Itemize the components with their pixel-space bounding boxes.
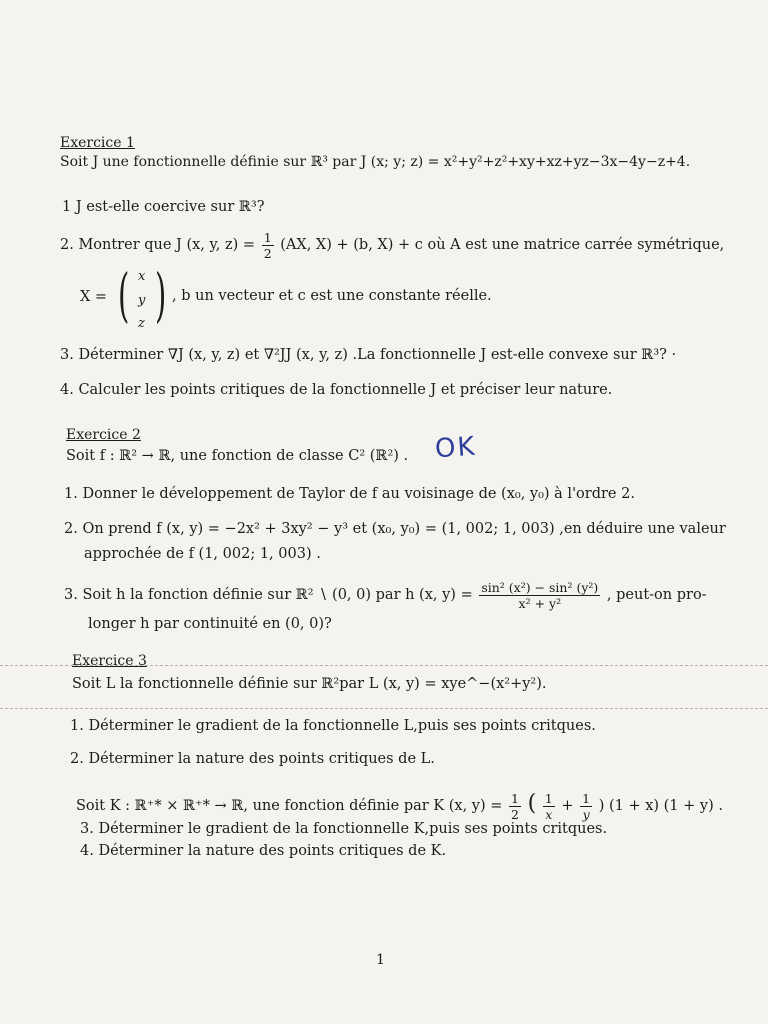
exercise-1-question-2-end: , b un vecteur et c est une constante réelle. (172, 288, 492, 304)
k-half-num: 1 (511, 790, 519, 806)
exercise-1-question-2 (60, 228, 724, 262)
scan-fold-line (0, 665, 768, 666)
vector-entry-x: x (138, 269, 146, 284)
exercise-2-question-3 (64, 574, 707, 616)
q2-fraction (262, 230, 274, 261)
exercise-1-question-4: 4. Calculer les points critiques de la fonctionnelle J et préciser leur nature. (60, 382, 613, 398)
k-f2-num: 1 (582, 790, 591, 806)
exercise-2-question-3-line-2: longer h par continuité en (0, 0)? (88, 616, 332, 632)
k-fraction-1-over-y (580, 791, 592, 822)
exercise-1-question-3: 3. Déterminer ∇J (x, y, z) et ∇²JJ (x, y, z) .La fonctionnelle J est-elle convexe sur ℝ³? · (60, 347, 677, 363)
exercise-3-intro: Soit L la fonctionnelle définie sur ℝ²par L (x, y) = xye^−(x²+y²). (72, 676, 547, 692)
q3-text-a: 3. Soit h la fonction définie sur ℝ² ∖ (0, 0) par h (x, y) = (64, 587, 473, 603)
exercise-2-question-2-line-1: 2. On prend f (x, y) = −2x² + 3xy² − y³ et (x₀, y₀) = (1, 002; 1, 003) ,en déduire une valeur (64, 521, 726, 537)
q2-text-b: (AX, X) + (b, X) + c où A est une matrice carrée symétrique, (280, 237, 725, 253)
exercise-3-question-1: 1. Déterminer le gradient de la fonctionnelle L,puis ses points critques. (70, 718, 596, 734)
k-fraction-1-over-x (543, 791, 555, 822)
exercise-2-question-1: 1. Donner le développement de Taylor de f au voisinage de (x₀, y₀) à l'ordre 2. (64, 486, 635, 502)
q3-fraction (479, 580, 600, 611)
q2-text-a: 2. Montrer que J (x, y, z) = (60, 237, 256, 253)
k-f1-den: x (545, 806, 553, 822)
scan-fold-line (0, 708, 768, 709)
k-open-paren: ( (527, 791, 537, 816)
exercise-2-intro: Soit f : ℝ² → ℝ, une fonction de classe C² (ℝ²) . (66, 448, 409, 464)
page-number: 1 (376, 952, 385, 968)
vector-entry-y: y (138, 293, 146, 308)
exercise-3-question-3: 3. Déterminer le gradient de la fonctionnelle K,puis ses points critques. (80, 821, 608, 837)
vector-left-paren: ( (118, 261, 130, 329)
q2-fraction-num: 1 (263, 229, 272, 245)
function-k-definition (76, 786, 723, 822)
k-plus: + (561, 798, 574, 814)
q3-fraction-num: sin² (x²) − sin² (y²) (481, 579, 599, 595)
exercise-3-question-4: 4. Déterminer la nature des points critiques de K. (80, 843, 447, 859)
exercise-2-question-2-line-2: approchée de f (1, 002; 1, 003) . (84, 546, 321, 562)
k-text-a: Soit K : ℝ⁺* × ℝ⁺* → ℝ, une fonction définie par K (x, y) = (76, 798, 503, 814)
exercise-3-question-2: 2. Déterminer la nature des points critiques de L. (70, 751, 435, 767)
handwritten-ok-mark: OK (434, 431, 478, 465)
k-fraction-half (509, 791, 521, 822)
q3-text-b: , peut-on pro- (606, 587, 707, 603)
exercise-1-question-1: 1 J est-elle coercive sur ℝ³? (62, 199, 265, 215)
k-f1-num: 1 (544, 790, 553, 806)
exercise-2-title: Exercice 2 (66, 427, 141, 443)
k-text-c: ) (1 + x) (1 + y) . (598, 798, 723, 814)
exercise-1-title: Exercice 1 (60, 135, 135, 151)
exercise-1-intro: Soit J une fonctionnelle définie sur ℝ³ par J (x; y; z) = x²+y²+z²+xy+xz+yz−3x−4y−z+4. (60, 154, 691, 170)
vector-x-label: X = (80, 289, 108, 305)
vector-right-paren: ) (155, 261, 167, 329)
q2-fraction-den: 2 (263, 245, 272, 261)
q3-fraction-den: x² + y² (518, 595, 562, 611)
exercise-3-title: Exercice 3 (72, 653, 147, 669)
vector-entry-z: z (138, 316, 145, 331)
k-f2-den: y (582, 806, 590, 822)
k-half-den: 2 (511, 806, 519, 822)
